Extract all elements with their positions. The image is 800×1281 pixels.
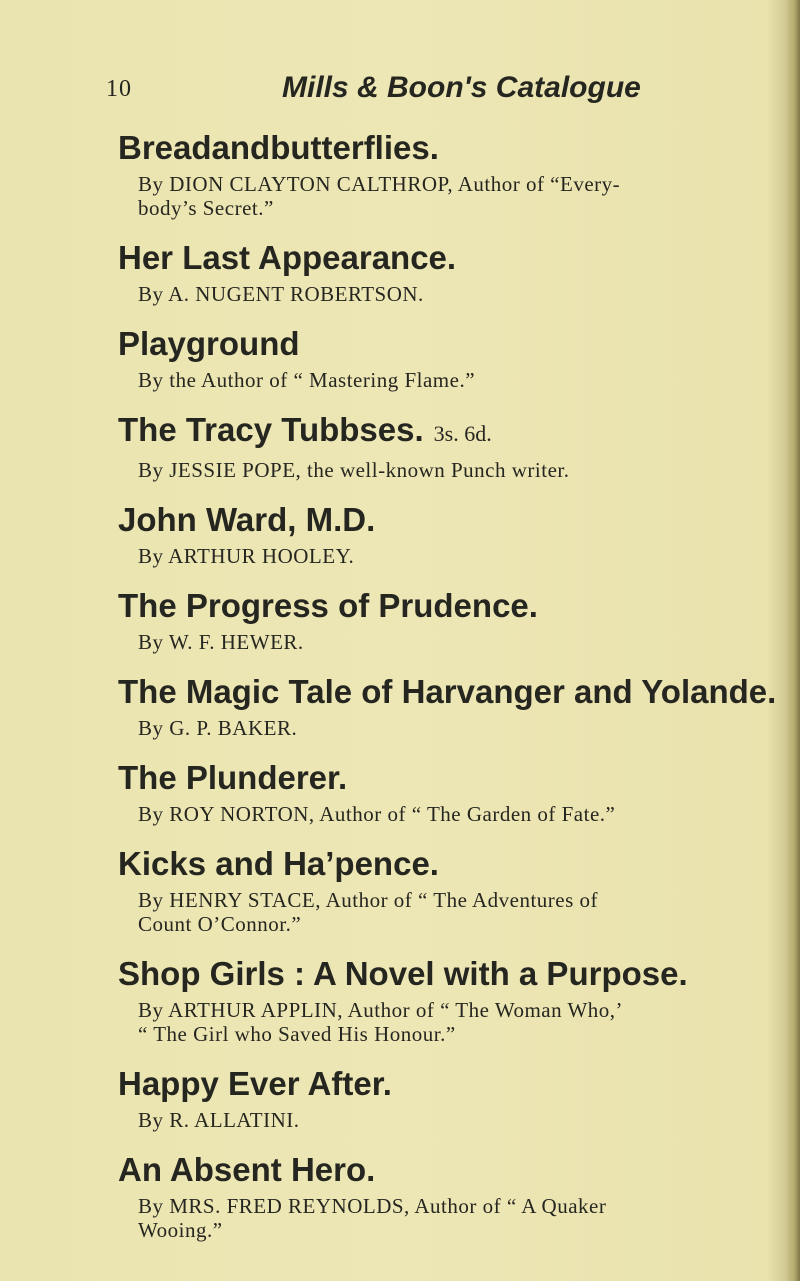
catalogue-entry [118, 238, 758, 306]
catalogue-entry [118, 586, 758, 654]
book-byline: By ARTHUR APPLIN, Author of “ The Woman Who,’ “ The Girl who Saved His Honour.” [138, 998, 624, 1046]
book-title: Breadandbutterflies. [118, 129, 439, 166]
catalogue-entry [118, 672, 777, 740]
book-title: Playground [118, 325, 300, 362]
book-byline: By the Author of “ Mastering Flame.” [138, 368, 476, 392]
book-title: The Plunderer. [118, 759, 348, 796]
page-header [0, 68, 800, 108]
book-title: The Tracy Tubbses. 3s. 6d. [118, 411, 492, 448]
catalogue-entry [118, 1064, 758, 1132]
page-number: 10 [106, 76, 132, 102]
page-edge [786, 0, 800, 1281]
book-byline: By DION CLAYTON CALTHROP, Author of “Every- body’s Secret.” [138, 172, 621, 220]
book-byline: By G. P. BAKER. [138, 716, 298, 740]
book-title: The Magic Tale of Harvanger and Yolande. [118, 673, 777, 710]
book-title: Her Last Appearance. [118, 239, 457, 276]
catalogue-entry [118, 410, 758, 482]
catalogue-entry [118, 324, 758, 392]
book-byline: By JESSIE POPE, the well-known Punch writer. [138, 458, 570, 482]
book-title: John Ward, M.D. [118, 501, 376, 538]
book-title: Kicks and Ha’pence. [118, 845, 439, 882]
book-title: The Progress of Prudence. [118, 587, 538, 624]
catalogue-entry [118, 758, 758, 826]
book-title: Shop Girls : A Novel with a Purpose. [118, 955, 688, 992]
book-byline: By HENRY STACE, Author of “ The Adventures of Count O’Connor.” [138, 888, 599, 936]
book-price: 3s. 6d. [433, 421, 492, 446]
book-byline: By ARTHUR HOOLEY. [138, 544, 355, 568]
book-byline: By A. NUGENT ROBERTSON. [138, 282, 424, 306]
book-title: Happy Ever After. [118, 1065, 392, 1102]
running-title: Mills & Boon's Catalogue [282, 71, 641, 104]
catalogue-entry [118, 1150, 758, 1242]
book-byline: By W. F. HEWER. [138, 630, 304, 654]
catalogue-entry [118, 500, 758, 568]
book-byline: By MRS. FRED REYNOLDS, Author of “ A Quaker Wooing.” [138, 1194, 607, 1242]
book-byline: By R. ALLATINI. [138, 1108, 300, 1132]
catalogue-entry [118, 844, 758, 936]
catalogue-entry [118, 954, 758, 1046]
catalogue-entry [118, 128, 758, 220]
book-byline: By ROY NORTON, Author of “ The Garden of Fate.” [138, 802, 616, 826]
catalogue-entries [118, 128, 777, 1242]
book-title: An Absent Hero. [118, 1151, 376, 1188]
